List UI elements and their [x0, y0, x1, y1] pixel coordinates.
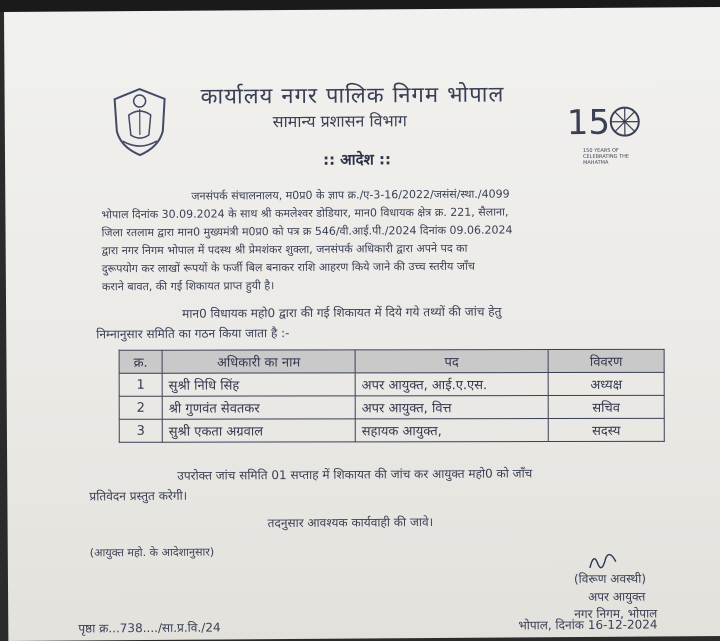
table-row — [119, 395, 664, 419]
para1-line5: दुरूपयोग कर लाखों रूपयों के फर्जी बिल बनाकर राशि आहरण किये जाने की उच्च स्तरीय जाँच — [101, 259, 475, 276]
para2-line1: मान0 विधायक महो0 द्वारा की गई शिकायत में दिये गये तथ्यों की जांच हेतु — [182, 304, 502, 321]
cell-post: अपर आयुक्त, आई.ए.एस. — [355, 373, 548, 396]
table-row — [119, 418, 664, 442]
gandhi-150-caption: 150 YEARS OF CELEBRATING THE MAHATMA — [582, 147, 630, 166]
gandhi-150-logo — [565, 96, 645, 167]
place-date: भोपाल, दिनांक 16-12-2024 — [518, 617, 658, 633]
cell-post: अपर आयुक्त, वित्त — [355, 396, 548, 419]
cell-name: सुश्री एकता अग्रवाल — [162, 419, 355, 442]
table-row — [119, 372, 664, 396]
cell-role: अध्यक्ष — [548, 372, 664, 395]
signatory-name: (विरूण अवस्थी) — [573, 571, 647, 587]
col-header-post: पद — [355, 350, 548, 373]
svg-text:15: 15 — [566, 102, 611, 144]
col-header-name: अधिकारी का नाम — [162, 350, 355, 373]
para1-line6: कराने बावत, की गई शिकायत प्राप्त हुयी है। — [101, 279, 275, 294]
signatory-office: नगर निगम, भोपाल — [574, 606, 658, 622]
para3-line1: उपरोक्त जांच समिति 01 सप्ताह में शिकायत की जांच कर आयुक्त महो0 को जाँच — [177, 466, 533, 483]
cell-no: 2 — [119, 396, 162, 419]
office-title: कार्यालय नगर पालिक निगम भोपाल — [200, 82, 505, 110]
endorsement-number: पृष्ठा क्र...738..../सा.प्र.वि./24 — [78, 620, 221, 636]
col-header-no: क्र. — [119, 350, 162, 373]
col-header-role: विवरण — [548, 349, 664, 372]
para1-line2: भोपाल दिनांक 30.09.2024 के साथ श्री कमलेश्वर डोडियार, मान0 विधायक क्षेत्र क्र. 221, सैलाना, — [101, 205, 509, 222]
cell-name: सुश्री निधि सिंह — [162, 373, 355, 396]
cell-post: सहायक आयुक्त, — [355, 419, 548, 442]
para1-line1: जनसंपर्क संचालनालय, म0प्र0 के ज्ञाप क्र./ए-3-16/2022/जसंसं/स्था./4099 — [191, 187, 510, 203]
gandhi-150-wheel-icon — [565, 96, 645, 149]
cell-no: 1 — [119, 373, 162, 396]
order-title: :: आदेश :: — [322, 150, 392, 169]
para4: तदनुसार आवश्यक कार्यवाही की जावे। — [267, 515, 434, 531]
department-title: सामान्य प्रशासन विभाग — [272, 111, 407, 132]
cell-name: श्री गुणवंत सेवतकर — [162, 396, 355, 419]
document-page — [4, 7, 720, 641]
para1-line3: जिला रतलाम द्वारा मान0 मुख्यमंत्री म0प्र0 को पत्र क्र 546/वी.आई.पी./2024 दिनांक 09.06.2024 — [101, 223, 513, 240]
committee-table — [119, 349, 665, 443]
by-order-note: (आयुक्त महो. के आदेशानुसार) — [89, 545, 215, 560]
table-header-row — [119, 349, 664, 373]
para1-line4: द्वारा नगर निगम भोपाल में पदस्थ श्री प्रेमशंकर शुक्ला, जनसंपर्क अधिकारी द्वारा अपने पद का — [101, 241, 468, 258]
cell-no: 3 — [119, 419, 162, 442]
para3-line2: प्रतिवेदन प्रस्तुत करेगी। — [89, 488, 188, 504]
cell-role: सचिव — [548, 395, 664, 418]
bhopal-municipal-emblem — [109, 85, 172, 157]
para2-line2: निम्नानुसार समिति का गठन किया जाता है :- — [96, 326, 290, 342]
signatory-designation: अपर आयुक्त — [588, 589, 646, 604]
cell-role: सदस्य — [548, 418, 664, 441]
